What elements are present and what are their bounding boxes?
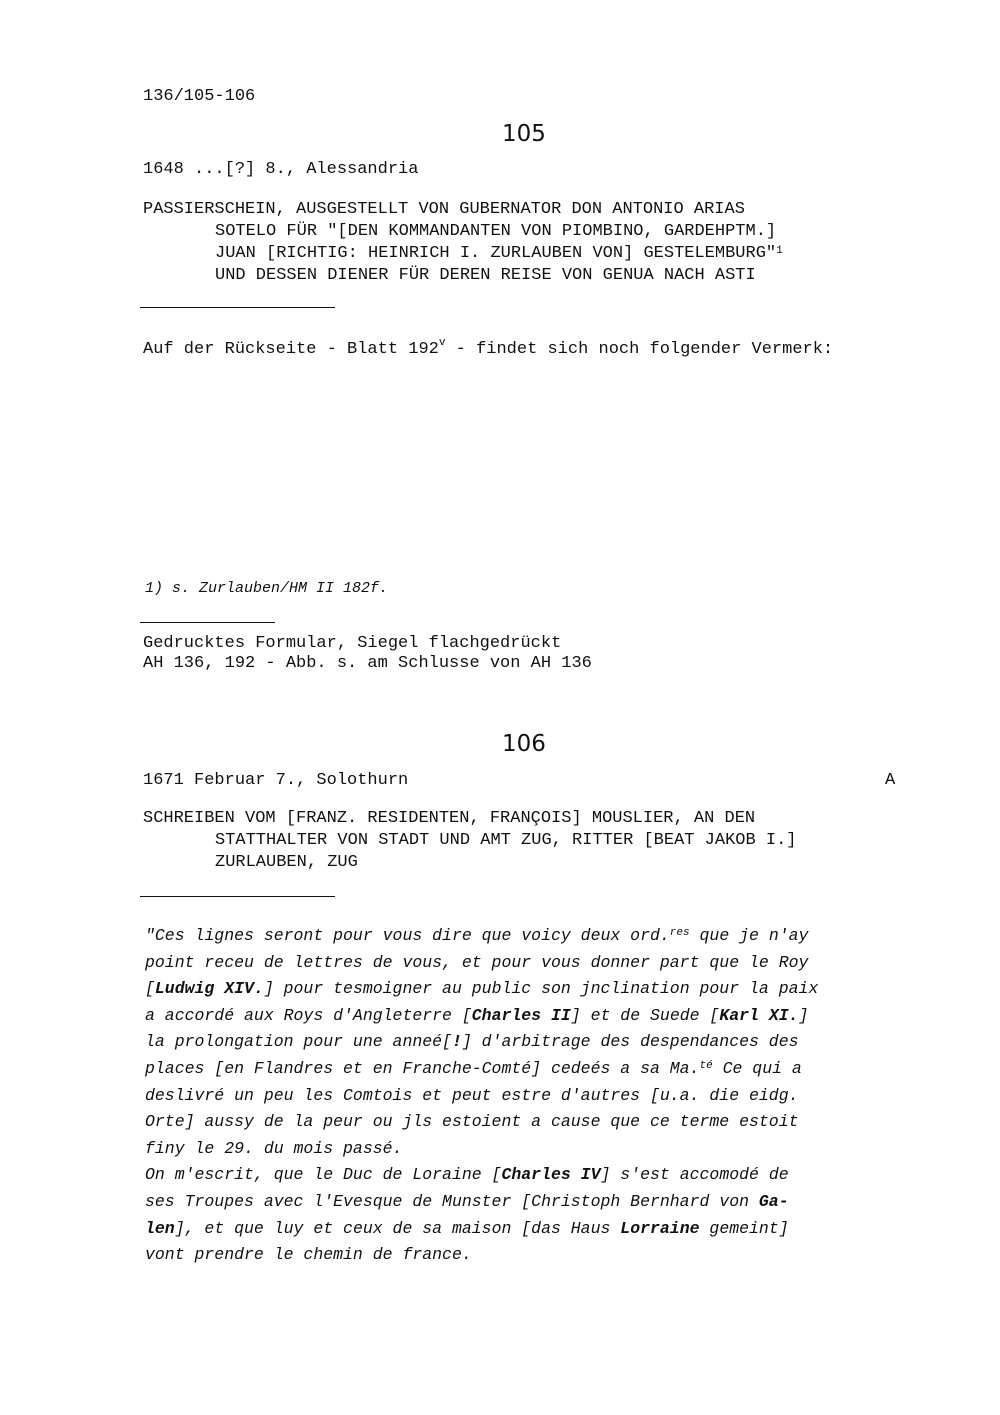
document-reference: 136/105-106 [143, 87, 256, 106]
title-105-line: UND DESSEN DIENER FÜR DEREN REISE VON GENUA NACH ASTI [215, 266, 756, 285]
letter-line: len], et que luy et ceux de sa maison [das Haus Lorraine gemeint] [145, 1218, 789, 1238]
title-106 [143, 808, 913, 874]
footnote-divider [140, 622, 275, 623]
title-105-line: SOTELO FÜR "[DEN KOMMANDANTEN VON PIOMBINO, GARDEHPTM.] [215, 222, 777, 241]
date-place-106: 1671 Februar 7., Solothurn [143, 771, 409, 790]
letter-line: la prolongation pour une anneé[!] d'arbitrage des despendances des [145, 1032, 799, 1052]
letter-line: [Ludwig XIV.] pour tesmoigner au public son jnclination pour la paix [145, 979, 819, 999]
letter-line: "Ces lignes seront pour vous dire que voicy deux ord.$^{res}$ que je n'ay [145, 926, 809, 945]
letter-line: finy le 29. du mois passé. [145, 1138, 403, 1158]
date-place-105: 1648 ...[?] 8., Alessandria [143, 160, 419, 179]
document-number-105: 105 [502, 121, 546, 147]
footnote: 1) s. Zurlauben/HM II 182f. [145, 580, 389, 597]
letter-line: point receu de lettres de vous, et pour vous donner part que le Roy [145, 952, 809, 972]
section-divider [140, 896, 335, 897]
letter-line: a accordé aux Roys d'Angleterre [Charles II] et de Suede [Karl XI.] [145, 1005, 809, 1025]
title-106-line: SCHREIBEN VOM [FRANZ. RESIDENTEN, FRANÇOIS] MOUSLIER, AN DEN [143, 809, 756, 828]
title-106-line: ZURLAUBEN, ZUG [215, 853, 358, 872]
letter-line: places [en Flandres et en Franche-Comté] cedeés a sa Ma.$^{té}$ Ce qui a [145, 1058, 802, 1078]
title-105-line: PASSIERSCHEIN, AUSGESTELLT VON GUBERNATOR DON ANTONIO ARIAS [143, 200, 745, 219]
title-105 [143, 199, 913, 287]
source-line: AH 136, 192 - Abb. s. am Schlusse von AH 136 [143, 654, 592, 673]
section-divider [140, 307, 335, 308]
letter-line: vont prendre le chemin de france. [145, 1245, 472, 1265]
source-line: Gedrucktes Formular, Siegel flachgedrückt [143, 634, 562, 653]
title-106-line: STATTHALTER VON STADT UND AMT ZUG, RITTER [BEAT JAKOB I.] [215, 831, 797, 850]
letter-line: ses Troupes avec l'Evesque de Munster [Christoph Bernhard von Ga- [145, 1191, 789, 1211]
copy-marker: A [885, 771, 896, 790]
letter-line: On m'escrit, que le Duc de Loraine [Charles IV] s'est accomodé de [145, 1165, 789, 1185]
letter-line: deslivré un peu les Comtois et peut estre d'autres [u.a. die eidg. [145, 1085, 799, 1105]
title-105-line: JUAN [RICHTIG: HEINRICH I. ZURLAUBEN VON] GESTELEMBURG" [215, 244, 777, 263]
reverse-note: Auf der Rückseite - Blatt 192$^v$ - findet sich noch folgender Vermerk: [143, 337, 834, 359]
footnote-marker: 1 [776, 245, 783, 257]
letter-line: Orte] aussy de la peur ou jls estoient a cause que ce terme estoit [145, 1112, 799, 1132]
letter-text [145, 923, 915, 1269]
document-number-106: 106 [502, 731, 546, 757]
